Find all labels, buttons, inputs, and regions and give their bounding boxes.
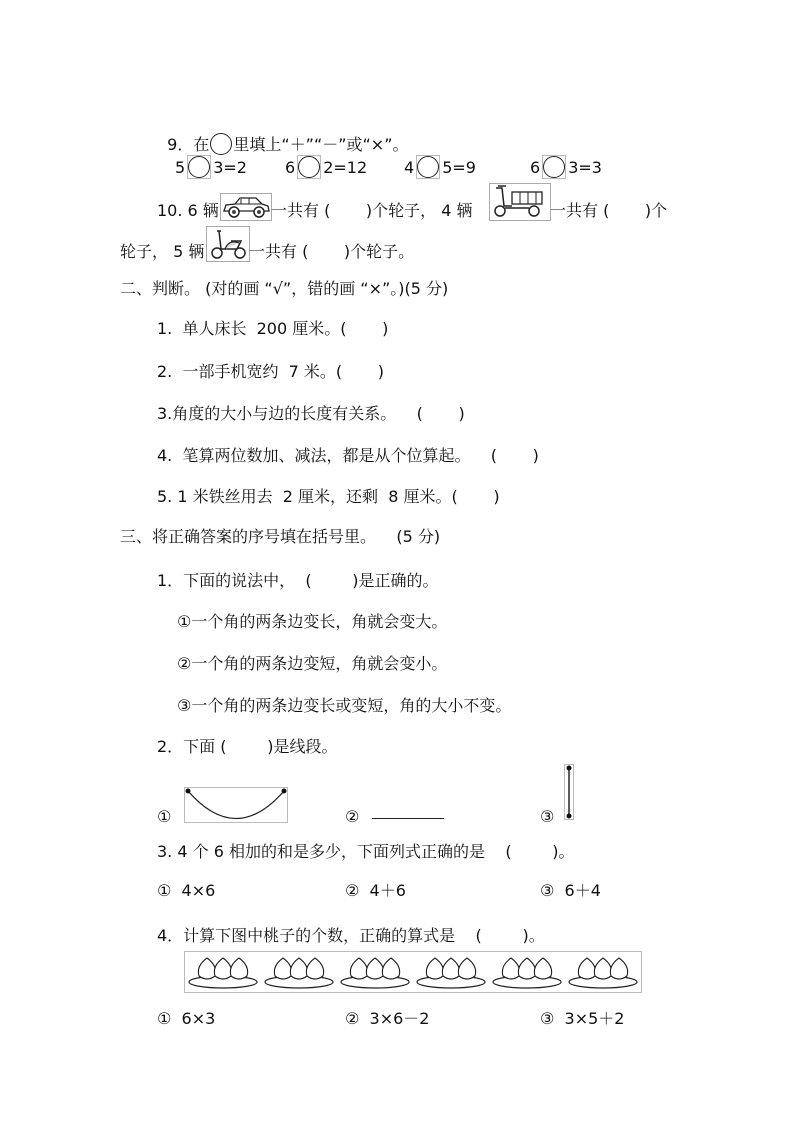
q9-item-right: 3=3 xyxy=(568,158,602,177)
q9-item-left: 4 xyxy=(404,158,415,177)
answer-circle[interactable] xyxy=(297,155,321,179)
q10-part-a: 10. 6 辆 xyxy=(157,201,219,220)
peach-icon xyxy=(610,958,627,979)
q9-item-right: 3=2 xyxy=(213,158,247,177)
q9-item-4 xyxy=(530,155,602,179)
peach-plate xyxy=(341,958,409,988)
q9-item-1 xyxy=(175,155,247,179)
judge-item-2: 2. 一部手机宽约 7 米。( ) xyxy=(157,362,384,381)
choice-q3-option-3: ③ 6＋4 xyxy=(540,881,601,900)
peach-plate xyxy=(189,958,257,988)
tricycle-icon xyxy=(489,183,551,221)
peach-icon xyxy=(274,958,291,979)
choice-q3-option-2: ② 4＋6 xyxy=(345,881,406,900)
circle-icon xyxy=(543,156,565,178)
peach-icon xyxy=(502,958,519,979)
straight-line-figure xyxy=(372,818,444,819)
answer-circle[interactable] xyxy=(542,155,566,179)
q9-item-2 xyxy=(285,155,367,179)
peach-icon xyxy=(578,958,595,979)
peach-icon xyxy=(306,958,323,979)
judge-item-3: 3.角度的大小与边的长度有关系。 ( ) xyxy=(157,404,465,423)
peach-icon xyxy=(426,958,443,979)
choice-q2-option-1: ① xyxy=(157,807,172,826)
blank-circle-icon xyxy=(210,133,232,155)
choice-q4-option-1: ① 6×3 xyxy=(157,1009,216,1028)
q9-item-left: 6 xyxy=(285,158,296,177)
q9-item-left: 6 xyxy=(530,158,541,177)
peach-plates-svg xyxy=(185,952,641,992)
q10-part-b: 一共有 ( )个轮子， 4 辆 xyxy=(271,201,473,220)
section2-title: 二、判断。 (对的画 “√”，错的画 “×”。)(5 分) xyxy=(120,279,449,298)
section3-title: 三、将正确答案的序号填在括号里。 (5 分) xyxy=(120,527,441,546)
judge-item-4: 4. 笔算两位数加、减法，都是从个位算起。 ( ) xyxy=(157,446,539,465)
peach-plate xyxy=(569,958,637,988)
peach-icon xyxy=(594,958,611,979)
choice-q1-stem: 1．下面的说法中， ( )是正确的。 xyxy=(157,571,439,590)
q10-part-e: 一共有 ( )个轮子。 xyxy=(249,242,415,261)
peach-icon xyxy=(534,958,551,979)
peach-icon xyxy=(230,958,247,979)
q10-part-c: 一共有 ( )个 xyxy=(550,201,668,220)
choice-q1-option-3: ③一个角的两条边变长或变短，角的大小不变。 xyxy=(177,696,512,715)
peach-plate xyxy=(265,958,333,988)
judge-item-5: 5. 1 米铁丝用去 2 厘米，还剩 8 厘米。( ) xyxy=(157,487,500,506)
choice-q2-option-3: ③ xyxy=(540,807,555,826)
q9-stem xyxy=(157,113,409,155)
choice-q1-option-1: ①一个角的两条边变长，角就会变大。 xyxy=(177,612,448,631)
peach-plate xyxy=(493,958,561,988)
peach-icon xyxy=(214,958,231,979)
choice-q3-stem: 3. 4 个 6 相加的和是多少，下面列式正确的是 ( )。 xyxy=(157,842,575,861)
judge-item-1: 1. 单人床长 200 厘米。( ) xyxy=(157,319,389,338)
peach-plates-figure xyxy=(184,951,642,993)
peach-plate xyxy=(417,958,485,988)
q9-prefix: 9．在 xyxy=(167,135,210,154)
q9-item-3 xyxy=(404,155,476,179)
q9-item-right: 2=12 xyxy=(323,158,368,177)
q9-suffix: 里填上“＋”“－”或“×”。 xyxy=(233,135,409,154)
peach-icon xyxy=(290,958,307,979)
arc-figure xyxy=(184,787,288,823)
choice-q3-option-1: ① 4×6 xyxy=(157,881,216,900)
circle-icon xyxy=(188,156,210,178)
scooter-icon xyxy=(206,226,250,262)
segment-figure xyxy=(564,764,574,820)
peach-icon xyxy=(382,958,399,979)
car-icon xyxy=(220,193,272,221)
choice-q4-option-2: ② 3×6－2 xyxy=(345,1009,430,1028)
peach-icon xyxy=(442,958,459,979)
choice-q2-stem: 2．下面 ( )是线段。 xyxy=(157,737,338,756)
peach-icon xyxy=(198,958,215,979)
choice-q1-option-2: ②一个角的两条边变短，角就会变小。 xyxy=(177,654,448,673)
q10-part-d: 轮子， 5 辆 xyxy=(120,242,205,261)
q9-item-left: 5 xyxy=(175,158,186,177)
circle-icon xyxy=(417,156,439,178)
peach-icon xyxy=(458,958,475,979)
q9-item-right: 5=9 xyxy=(442,158,476,177)
peach-icon xyxy=(366,958,383,979)
circle-icon xyxy=(298,156,320,178)
peach-icon xyxy=(350,958,367,979)
choice-q2-option-2: ② xyxy=(345,807,360,826)
peach-icon xyxy=(518,958,535,979)
answer-circle[interactable] xyxy=(187,155,211,179)
answer-circle[interactable] xyxy=(416,155,440,179)
choice-q4-stem: 4．计算下图中桃子的个数，正确的算式是 ( )。 xyxy=(157,926,545,945)
choice-q4-option-3: ③ 3×5＋2 xyxy=(540,1009,625,1028)
